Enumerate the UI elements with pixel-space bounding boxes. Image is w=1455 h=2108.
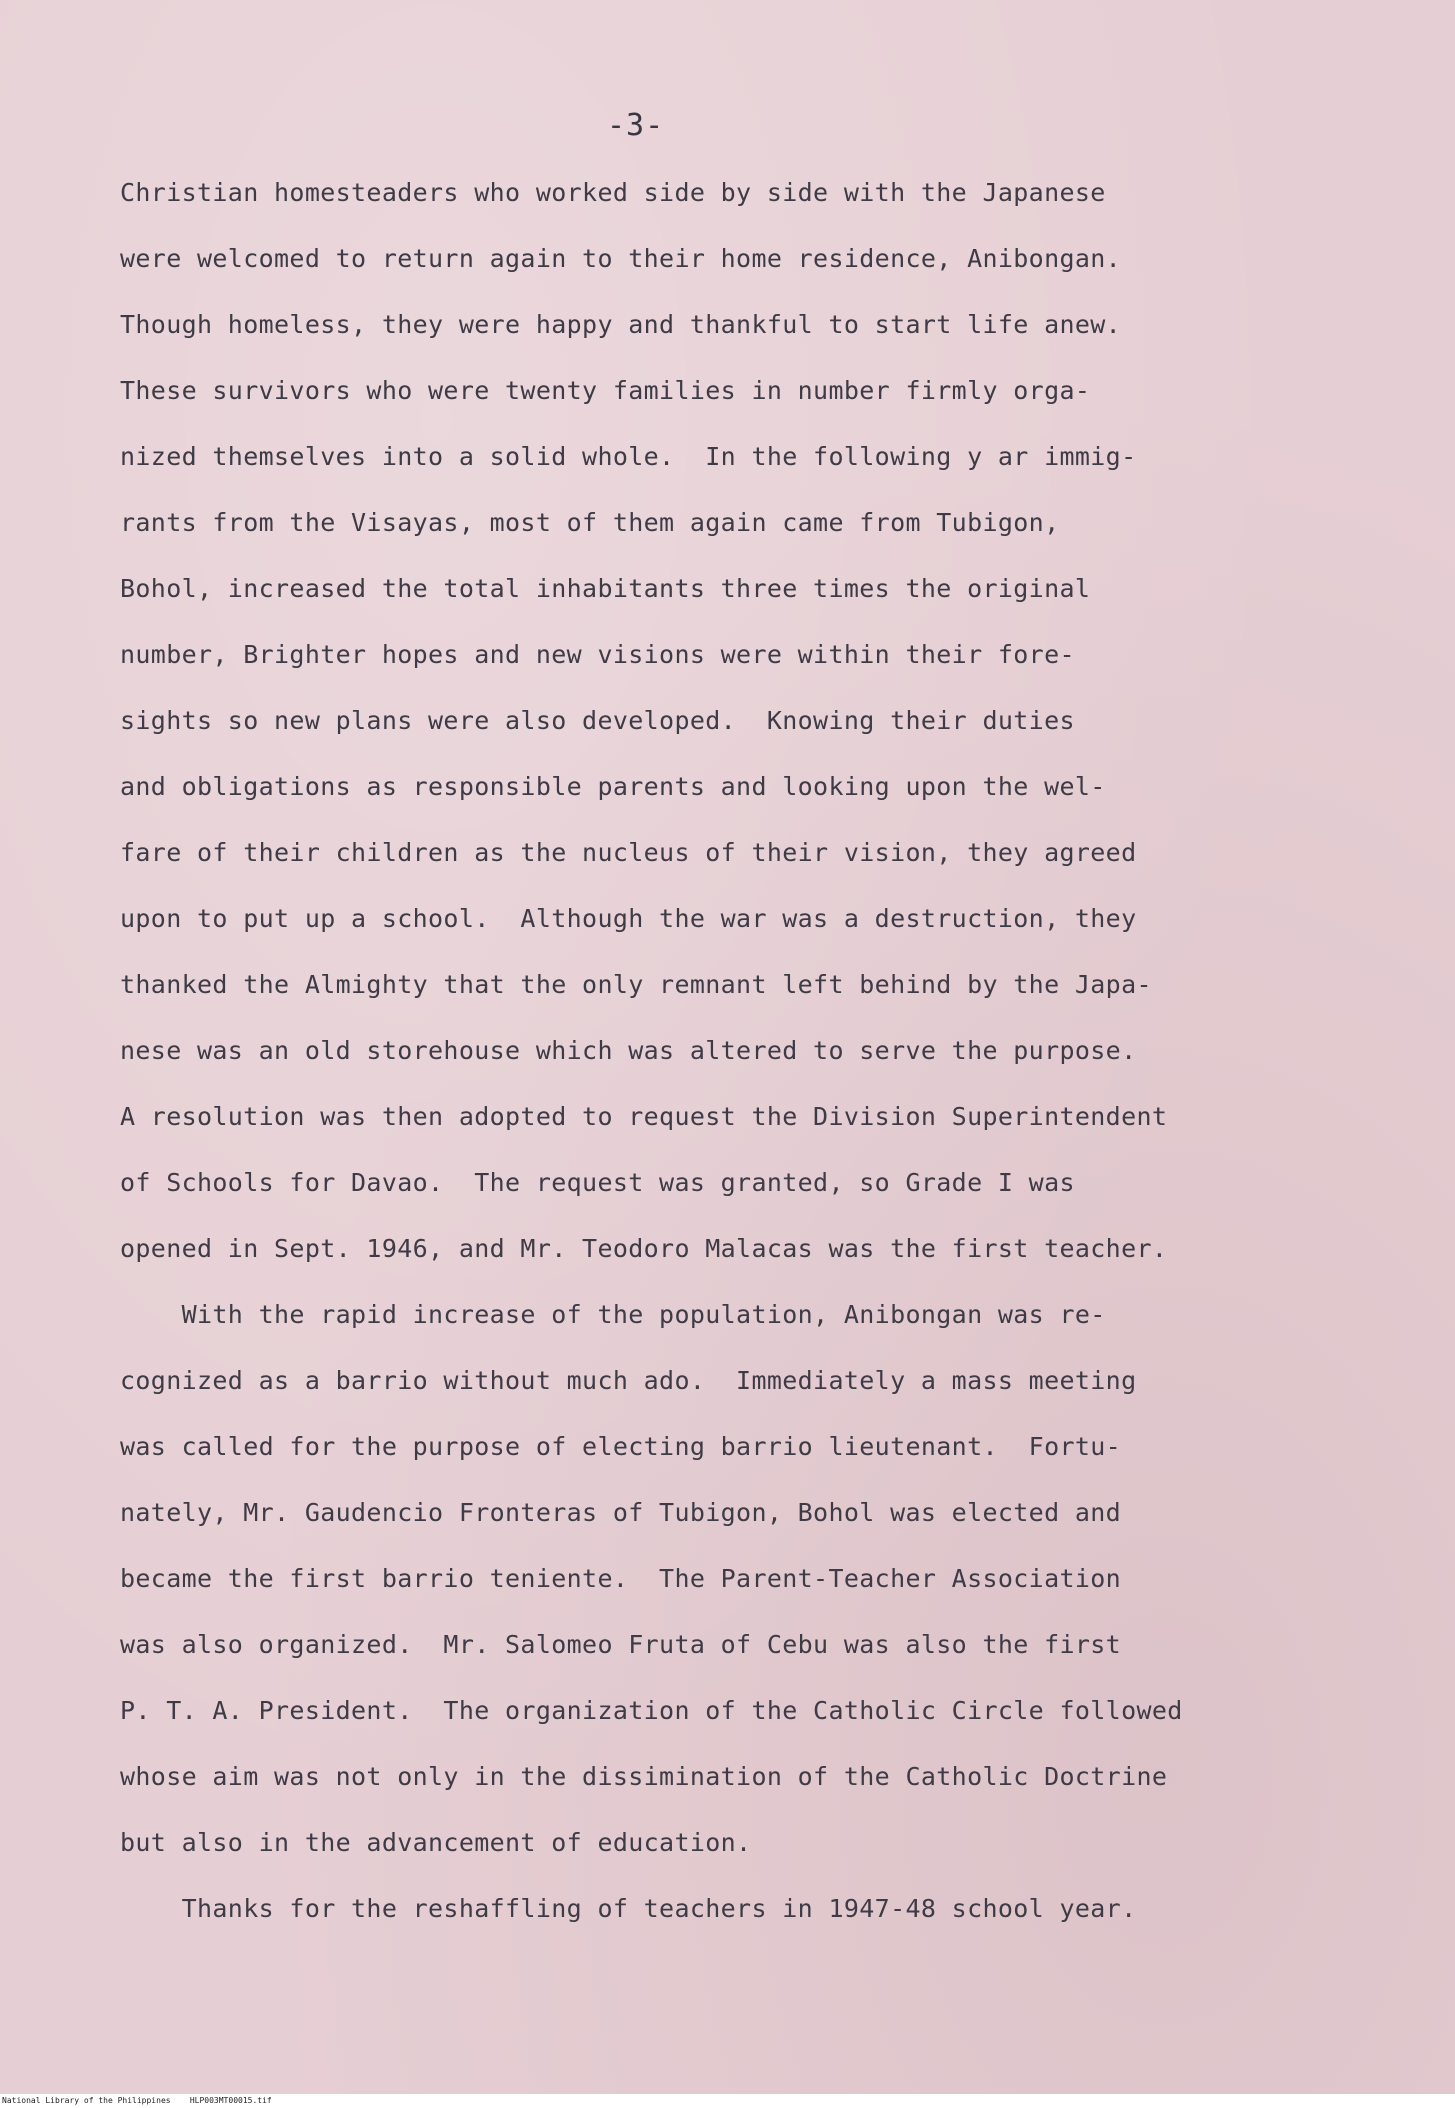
text-line: were welcomed to return again to their home residence, Anibongan. (120, 244, 1122, 273)
text-line: Christian homesteaders who worked side by side with the Japanese (120, 178, 1106, 207)
text-line: cognized as a barrio without much ado. Immediately a mass meeting (120, 1366, 1137, 1395)
text-line: became the first barrio teniente. The Parent-Teacher Association (120, 1564, 1122, 1593)
text-line: but also in the advancement of education. (120, 1828, 752, 1857)
text-line: nately, Mr. Gaudencio Fronteras of Tubigon, Bohol was elected and (120, 1498, 1122, 1527)
text-line: sights so new plans were also developed. Knowing their duties (120, 706, 1075, 735)
text-line: of Schools for Davao. The request was granted, so Grade I was (120, 1168, 1075, 1197)
text-line: was called for the purpose of electing barrio lieutenant. Fortu- (120, 1432, 1122, 1461)
text-line: nese was an old storehouse which was altered to serve the purpose. (120, 1036, 1137, 1065)
text-line: whose aim was not only in the dissimination of the Catholic Doctrine (120, 1762, 1168, 1791)
text-line: These survivors who were twenty families in number firmly orga- (120, 376, 1091, 405)
page-number: -3- (607, 108, 665, 143)
text-line: upon to put up a school. Although the war was a destruction, they (120, 904, 1137, 933)
text-line: Though homeless, they were happy and thankful to start life anew. (120, 310, 1122, 339)
text-line: nized themselves into a solid whole. In the following y ar immig- (120, 442, 1137, 471)
text-line: With the rapid increase of the population, Anibongan was re- (120, 1300, 1106, 1329)
text-line: thanked the Almighty that the only remnant left behind by the Japa- (120, 970, 1152, 999)
text-line: Thanks for the reshaffling of teachers in 1947-48 school year. (120, 1894, 1137, 1923)
scan-caption: National Library of the Philippines HLP003MT00015.tif (2, 2096, 272, 2105)
text-line: opened in Sept. 1946, and Mr. Teodoro Malacas was the first teacher. (120, 1234, 1168, 1263)
text-line: fare of their children as the nucleus of their vision, they agreed (120, 838, 1137, 867)
text-line: Bohol, increased the total inhabitants three times the original (120, 574, 1091, 603)
text-line: and obligations as responsible parents and looking upon the wel- (120, 772, 1106, 801)
text-line: rants from the Visayas, most of them again came from Tubigon, (120, 508, 1060, 537)
text-line: number, Brighter hopes and new visions were within their fore- (120, 640, 1075, 669)
text-line: P. T. A. President. The organization of the Catholic Circle followed (120, 1696, 1183, 1725)
text-line: was also organized. Mr. Salomeo Fruta of Cebu was also the first (120, 1630, 1122, 1659)
text-line: A resolution was then adopted to request the Division Superintendent (120, 1102, 1168, 1131)
